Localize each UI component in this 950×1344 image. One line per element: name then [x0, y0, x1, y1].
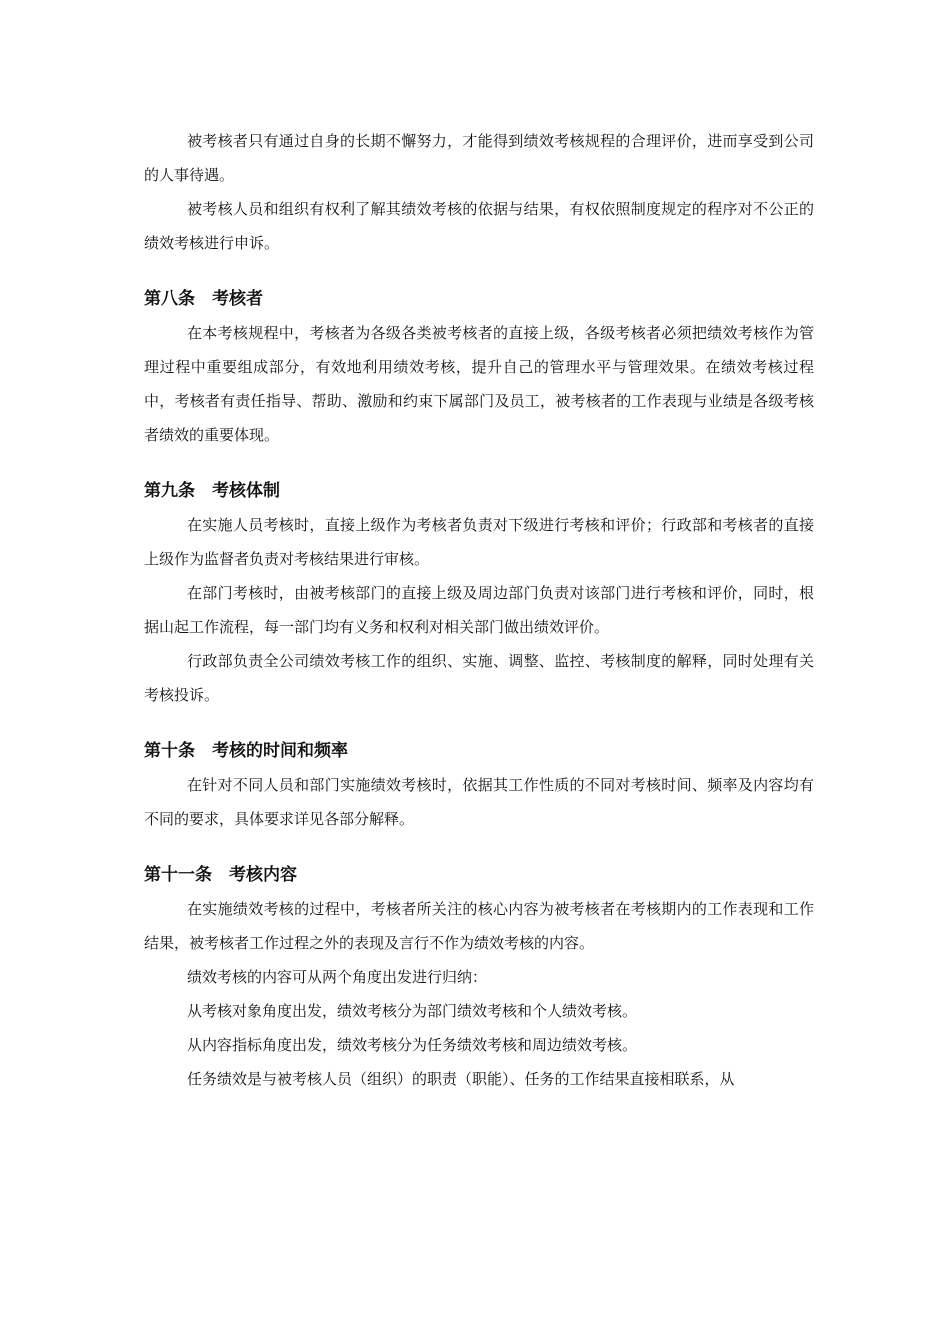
article-title: 考核的时间和频率 [212, 741, 348, 761]
article-11 [144, 858, 814, 1096]
section-gap [144, 712, 814, 734]
section-gap [144, 836, 814, 858]
section-gap [144, 452, 814, 474]
section-gap [144, 260, 814, 282]
article-9-paragraph-2: 在部门考核时，由被考核部门的直接上级及周边部门负责对该部门进行考核和评价，同时，根据山起工作流程，每一部门均有义务和权利对相关部门做出绩效评价。 [144, 584, 814, 636]
article-11-paragraph-1: 在实施绩效考核的过程中，考核者所关注的核心内容为被考核者在考核期内的工作表现和工作结果，被考核者工作过程之外的表现及言行不作为绩效考核的内容。 [144, 900, 814, 952]
article-8 [144, 282, 814, 452]
article-11-paragraph-4: 从内容指标角度出发，绩效考核分为任务绩效考核和周边绩效考核。 [187, 1036, 638, 1054]
article-11-heading [144, 858, 814, 892]
article-11-paragraph-5: 任务绩效是与被考核人员（组织）的职责（职能）、任务的工作结果直接相联系，从 [187, 1070, 735, 1088]
article-title: 考核者 [212, 289, 263, 309]
article-9-paragraph-3: 行政部负责全公司绩效考核工作的组织、实施、调整、监控、考核制度的解释，同时处理有关考核投诉。 [144, 652, 814, 704]
article-9-heading [144, 474, 814, 508]
article-number: 第九条 [144, 481, 195, 501]
article-9 [144, 474, 814, 712]
article-9-paragraph-1: 在实施人员考核时，直接上级作为考核者负责对下级进行考核和评价；行政部和考核者的直接上级作为监督者负责对考核结果进行审核。 [144, 516, 814, 568]
article-title: 考核内容 [229, 865, 297, 885]
article-10-paragraph-1: 在针对不同人员和部门实施绩效考核时，依据其工作性质的不同对考核时间、频率及内容均有不同的要求，具体要求详见各部分解释。 [144, 776, 814, 828]
intro-paragraph-2: 被考核人员和组织有权利了解其绩效考核的依据与结果，有权依照制度规定的程序对不公正的绩效考核进行申诉。 [144, 200, 814, 252]
intro-paragraph-1: 被考核者只有通过自身的长期不懈努力，才能得到绩效考核规程的合理评价，进而享受到公司的人事待遇。 [144, 132, 814, 184]
document-page [144, 124, 814, 1096]
intro-section [144, 124, 814, 260]
article-8-paragraph-1: 在本考核规程中，考核者为各级各类被考核者的直接上级，各级考核者必须把绩效考核作为管理过程中重要组成部分，有效地利用绩效考核，提升自己的管理水平与管理效果。在绩效考核过程中，考核者有责任指导、帮助、激励和约束下属部门及员工，被考核者的工作表现与业绩是各级考核者绩效的重要体现。 [144, 324, 814, 444]
article-number: 第十条 [144, 741, 195, 761]
article-number: 第十一条 [144, 865, 212, 885]
article-10-heading [144, 734, 814, 768]
article-11-paragraph-3: 从考核对象角度出发，绩效考核分为部门绩效考核和个人绩效考核。 [187, 1002, 638, 1020]
article-11-paragraph-2: 绩效考核的内容可从两个角度出发进行归纳： [187, 968, 488, 986]
article-number: 第八条 [144, 289, 195, 309]
article-10 [144, 734, 814, 836]
article-title: 考核体制 [212, 481, 280, 501]
article-8-heading [144, 282, 814, 316]
